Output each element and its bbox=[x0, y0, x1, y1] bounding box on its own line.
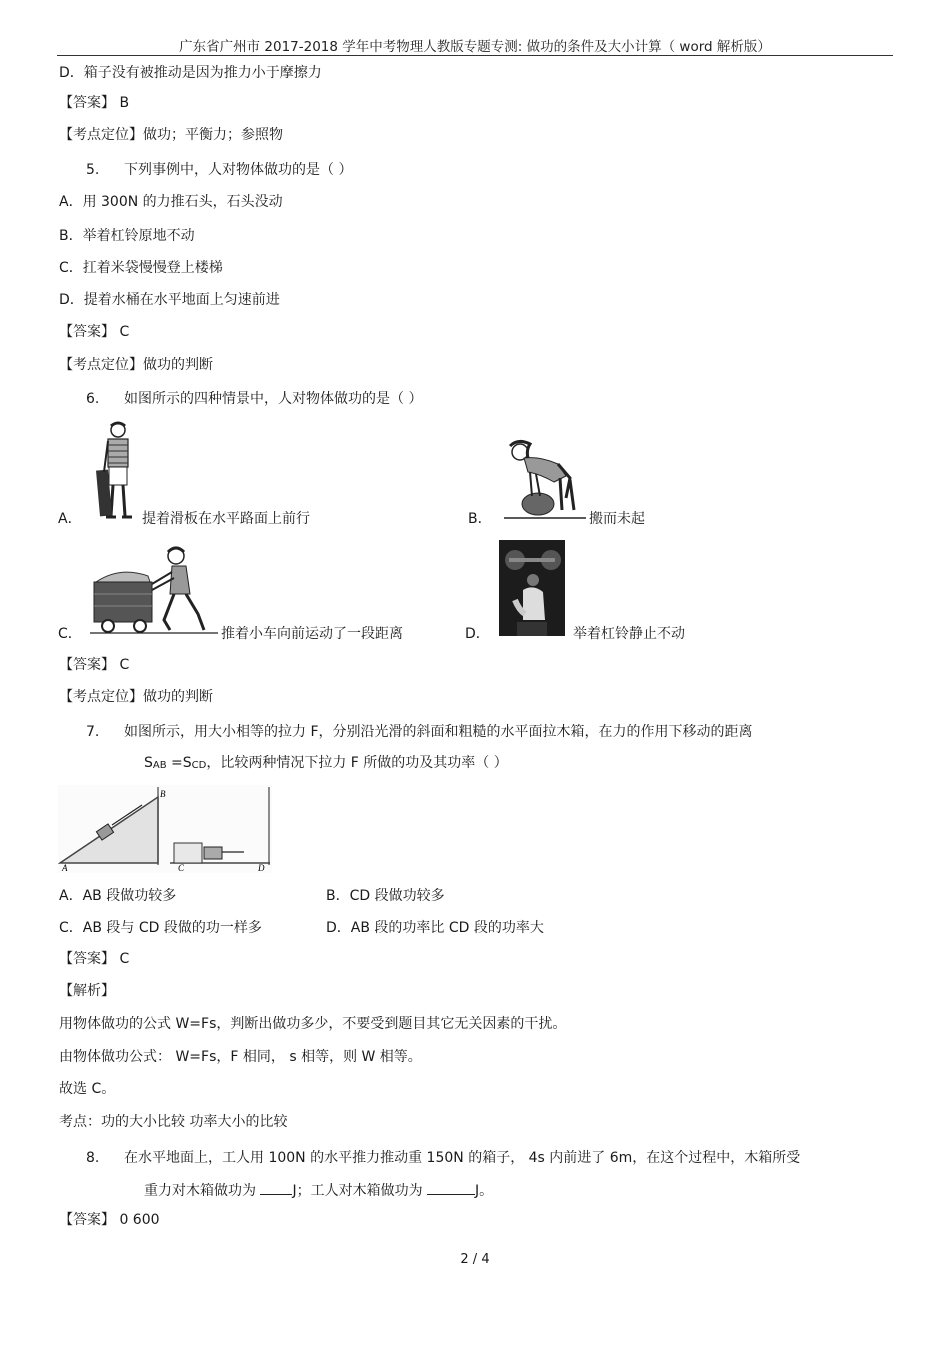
q6-option-b-letter: B． bbox=[468, 511, 492, 527]
q8-part-2: J；工人对木箱做功为 bbox=[292, 1183, 428, 1199]
q8-stem: 在水平地面上，工人用 100N 的水平推力推动重 150N 的箱子， 4s 内前进了 6m，在这个过程中，木箱所受 bbox=[124, 1150, 801, 1166]
q6-option-a-text: 提着滑板在水平路面上前行 bbox=[142, 511, 310, 527]
q7-stem-rest: ，比较两种情况下拉力 F 所做的功及其功率（ ） bbox=[206, 755, 508, 771]
q8-part-3: J。 bbox=[475, 1183, 494, 1199]
q6-option-d-letter: D． bbox=[465, 626, 490, 642]
q7-answer: 【答案】 C bbox=[59, 951, 130, 967]
q6-option-c-text: 推着小车向前运动了一段距离 bbox=[221, 626, 403, 642]
q7-option-b: B．CD 段做功较多 bbox=[326, 888, 445, 904]
q7-explanation-4: 考点：功的大小比较 功率大小的比较 bbox=[59, 1114, 288, 1130]
q7-number: 7. bbox=[86, 724, 100, 740]
q5-stem: 下列事例中，人对物体做功的是（ ） bbox=[124, 162, 353, 178]
q7-option-a: A．AB 段做功较多 bbox=[59, 888, 177, 904]
q4-option-d: D．箱子没有被推动是因为推力小于摩擦力 bbox=[59, 65, 322, 81]
equals-s: =S bbox=[166, 755, 192, 771]
q6-stem: 如图所示的四种情景中，人对物体做功的是（ ） bbox=[124, 391, 423, 407]
q7-explanation-3: 故选 C。 bbox=[59, 1081, 116, 1097]
q6-knowledge-point: 【考点定位】做功的判断 bbox=[59, 689, 213, 705]
q6-option-b-text: 搬而未起 bbox=[589, 511, 645, 527]
q6-option-d-text: 举着杠铃静止不动 bbox=[573, 626, 685, 642]
q5-answer: 【答案】 C bbox=[59, 324, 130, 340]
boy-pushing-cart-picture bbox=[90, 544, 220, 636]
girl-lifting-rock-picture bbox=[500, 438, 588, 524]
q8-number: 8. bbox=[86, 1150, 100, 1166]
q5-option-d: D．提着水桶在水平地面上匀速前进 bbox=[59, 292, 280, 308]
q7-analysis-heading: 【解析】 bbox=[59, 983, 115, 999]
header-rule bbox=[57, 55, 893, 56]
q6-option-c-letter: C． bbox=[58, 626, 82, 642]
q7-option-c: C．AB 段与 CD 段做的功一样多 bbox=[59, 920, 262, 936]
point-b-label: B bbox=[160, 789, 166, 799]
q7-explanation-2: 由物体做功公式： W=Fs，F 相同， s 相等，则 W 相等。 bbox=[59, 1049, 422, 1065]
page-number: 2 / 4 bbox=[460, 1252, 490, 1267]
point-c-label: C bbox=[178, 863, 185, 873]
q5-option-c: C．扛着米袋慢慢登上楼梯 bbox=[59, 260, 223, 276]
q5-option-b: B．举着杠铃原地不动 bbox=[59, 228, 195, 244]
q4-knowledge-point: 【考点定位】做功；平衡力；参照物 bbox=[59, 127, 283, 143]
boy-carrying-skateboard-picture bbox=[96, 420, 142, 524]
subscript-ab: AB bbox=[152, 760, 167, 771]
q8-stem-line-2 bbox=[144, 1180, 493, 1200]
subscript-cd: CD bbox=[191, 760, 207, 771]
fill-blank-1 bbox=[260, 1180, 292, 1195]
q8-answer: 【答案】 0 600 bbox=[59, 1212, 160, 1228]
q7-option-d: D．AB 段的功率比 CD 段的功率大 bbox=[326, 920, 544, 936]
document-header: 广东省广州市 2017-2018 学年中考物理人教版专题专测: 做功的条件及大小计算（ word 解析版） bbox=[179, 39, 771, 55]
q5-number: 5. bbox=[86, 162, 100, 178]
incline-and-plane-figure bbox=[58, 785, 272, 873]
point-a-label: A bbox=[62, 863, 68, 873]
q6-answer: 【答案】 C bbox=[59, 657, 130, 673]
q7-stem: 如图所示，用大小相等的拉力 F，分别沿光滑的斜面和粗糙的水平面拉木箱，在力的作用下移动的距离 bbox=[124, 724, 753, 740]
q7-explanation-1: 用物体做功的公式 W=Fs，判断出做功多少，不要受到题目其它无关因素的干扰。 bbox=[59, 1016, 567, 1032]
distance-symbol: S bbox=[144, 755, 153, 771]
q8-part-1: 重力对木箱做功为 bbox=[144, 1183, 261, 1199]
q6-option-a-letter: A． bbox=[58, 511, 82, 527]
q7-stem-line-2 bbox=[144, 754, 508, 775]
q4-answer: 【答案】 B bbox=[59, 95, 130, 111]
q5-option-a: A．用 300N 的力推石头，石头没动 bbox=[59, 194, 283, 210]
q5-knowledge-point: 【考点定位】做功的判断 bbox=[59, 357, 213, 373]
q6-number: 6. bbox=[86, 391, 100, 407]
weightlifter-photo-picture bbox=[499, 540, 565, 636]
point-d-label: D bbox=[258, 863, 265, 873]
fill-blank-2 bbox=[427, 1180, 475, 1195]
